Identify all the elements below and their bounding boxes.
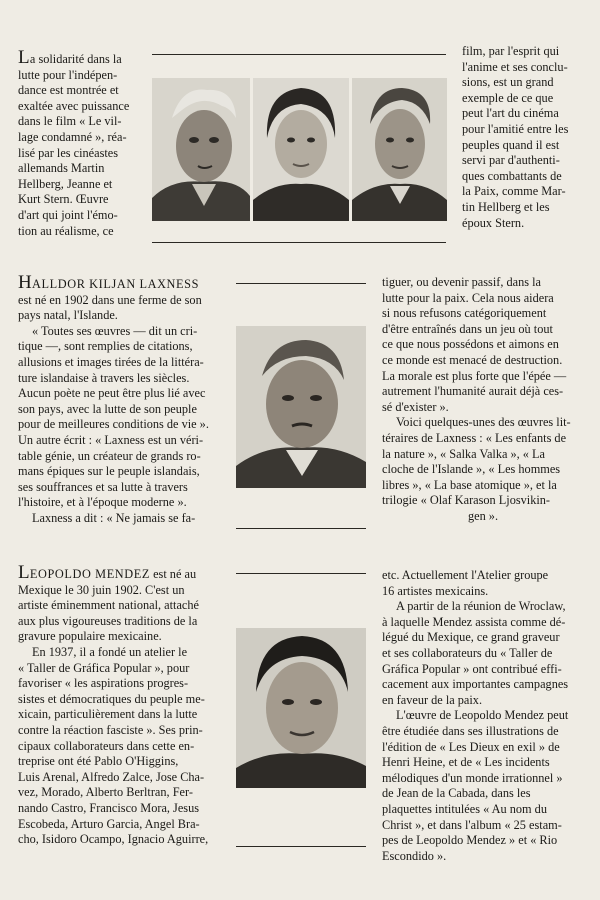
text-line: ce monde est menacé de destruction. (382, 352, 563, 367)
text-line: plaquettes intitulées « Au nom du (382, 801, 547, 816)
portrait-image (352, 78, 447, 221)
bottom-rule (152, 242, 446, 243)
bottom-rule (236, 846, 366, 847)
text-line: la nature », « Salka Valka », « La (382, 446, 545, 461)
text-line: table génie, un créateur de grands ro- (18, 448, 201, 463)
text-line: mélodiques d'un monde irrationnel » (382, 770, 563, 785)
section2-right-column (382, 275, 584, 525)
text-line: lage condamné », réa- (18, 129, 127, 144)
top-rule (152, 54, 446, 55)
text-line: et ses collaborateurs du « Taller de (382, 645, 553, 660)
text-line: l'anime et ses conclu- (462, 59, 568, 74)
text-line: si nous refusons catégoriquement (382, 306, 547, 321)
text-line: allemands Martin (18, 161, 105, 176)
section1-left-column (18, 47, 152, 239)
section-title (18, 272, 220, 293)
text-line: Aucun poète ne peut être plus lié avec (18, 386, 206, 401)
text-line: dance est montrée et (18, 83, 119, 98)
text-line: Laxness a dit : « Ne jamais se fa- (32, 510, 196, 525)
text-line: cacement aux importantes campagnes (382, 677, 569, 692)
text-line: a solidarité dans la (29, 52, 122, 66)
text-line: lutte pour l'indépen- (18, 67, 118, 82)
text-line: d'art qui joint l'émo- (18, 207, 118, 222)
dropcap: H (18, 272, 33, 293)
text-line: Luis Arenal, Alfredo Zalce, Jose Cha- (18, 769, 205, 784)
section2-left-column (18, 272, 220, 527)
dropcap: L (18, 47, 30, 68)
text-line: à laquelle Mendez assista comme dé- (382, 614, 566, 629)
text-line: la Paix, comme Mar- (462, 184, 566, 199)
text-line: contre la réaction fasciste ». Ses prin- (18, 722, 203, 737)
text-line: cho, Isidoro Ocampo, Ignacio Aguirre, (18, 832, 209, 847)
text-line: d'être entraînés dans un jeu où tout (382, 321, 553, 336)
text-line: Henri Heine, et de « Les incidents (382, 755, 550, 770)
text-line: exaltée avec puissance (18, 98, 130, 113)
top-rule (236, 573, 366, 574)
text-line: Escondido ». (382, 848, 447, 863)
text-line: l'histoire, et à l'époque moderne ». (18, 495, 187, 510)
text-line: etc. Actuellement l'Atelier groupe (382, 568, 549, 582)
text-line: pour de meilleures conditions de vie ». (18, 417, 209, 432)
text-line: gen ». (467, 508, 499, 523)
portrait-image (236, 628, 366, 788)
text-line: Kurt Stern. Œuvre (18, 192, 109, 207)
section1-left-text (18, 47, 152, 68)
text-line: lutte pour la paix. Cela nous aidera (382, 290, 554, 305)
text-line: cipaux collaborateurs dans cette en- (18, 738, 195, 753)
portrait-jeanne-stern (253, 78, 349, 221)
text-line: La morale est plus forte que l'épée — (382, 368, 567, 383)
text-line: Christ », et dans l'album « 25 estam- (382, 817, 562, 832)
text-line: pes de Leopoldo Mendez » et « Rio (382, 833, 558, 848)
text-line: artiste éminemment national, attaché (18, 598, 199, 613)
text-line: vez, Morado, Alberto Berltran, Fer- (18, 785, 193, 800)
bottom-rule (236, 528, 366, 529)
text-line: libres », « La base atomique », et la (382, 477, 557, 492)
text-line: Voici quelques-unes des œuvres lit- (396, 415, 571, 430)
portrait-image (236, 326, 366, 488)
top-rule (236, 283, 366, 284)
text-line: tin Hellberg et les (462, 199, 550, 214)
text-line: l'édition de « Les Dieux en exil » de (382, 739, 560, 754)
portrait-kurt-stern (352, 78, 447, 221)
text-line: exemple de ce que (462, 90, 554, 105)
text-line: Escobeda, Arturo Garcia, Angel Bra- (18, 816, 200, 831)
text-line: ture islandaise à travers les siècles. (18, 370, 190, 385)
text-line: mans épiques sur le peuple islandais, (18, 464, 200, 479)
text-line: ses souffrances et sa lutte à travers (18, 479, 188, 494)
section1-right-column (462, 44, 586, 231)
text-line: 16 artistes mexicains. (382, 583, 489, 598)
text-line: peuples quand il est (462, 137, 560, 152)
text-line: allusions et images tirées de la littéra- (18, 354, 204, 369)
title-name: EOPOLDO MENDEZ (29, 567, 150, 581)
text-line: ques combattants de (462, 168, 562, 183)
text-line: tion au réalisme, ce (18, 223, 114, 238)
text-line: autrement l'humanité aurait déjà ces- (382, 384, 564, 399)
portrait-halldor-laxness (236, 326, 366, 488)
text-line: favoriser « les aspirations progres- (18, 676, 189, 691)
text-line: tique —, sont remplies de citations, (18, 339, 193, 354)
text-line: Gráfica Popular » ont contribué effi- (382, 661, 562, 676)
text-line: dans le film « Le vil- (18, 114, 122, 129)
text-line: peut l'art du cinéma (462, 106, 559, 121)
text-line: « Taller de Gráfica Popular », pour (18, 660, 190, 675)
text-line: film, par l'esprit qui (462, 44, 560, 58)
text-line: époux Stern. (462, 215, 525, 230)
text-line: « Toutes ses œuvres — dit un cri- (32, 323, 198, 338)
text-line: lisé par les cinéastes (18, 145, 119, 160)
text-line: est né en 1902 dans une ferme de son (18, 292, 202, 307)
text-line: L'œuvre de Leopoldo Mendez peut (396, 708, 569, 723)
text-line: Un autre écrit : « Laxness est un véri- (18, 432, 204, 447)
text-line: sions, est un grand (462, 75, 554, 90)
text-line: sistes et démocratiques du peuple me- (18, 691, 205, 706)
text-line: Hellberg, Jeanne et (18, 176, 113, 191)
text-line: A partir de la réunion de Wroclaw, (396, 599, 566, 614)
title-name: ALLDOR KILJAN LAXNESS (32, 277, 200, 291)
text-line: En 1937, il a fondé un atelier le (32, 644, 188, 659)
text-line: xicain, particulièrement dans la lutte (18, 707, 198, 722)
portrait-image (152, 78, 250, 221)
text-line: légué du Mexique, ce grand graveur (382, 630, 560, 645)
dropcap: L (18, 562, 30, 583)
text-line: aux plus vigoureuses traditions de la (18, 613, 198, 628)
text-line: servi par d'authenti- (462, 153, 560, 168)
text-line: en faveur de la paix. (382, 692, 483, 707)
section3-left-column (18, 562, 220, 848)
text-line: pays natal, l'Islande. (18, 308, 118, 323)
text-line: Mexique le 30 juin 1902. C'est un (18, 582, 185, 597)
text-line: nando Castro, Francisco Mora, Jesus (18, 800, 200, 815)
text-line: pour l'amitié entre les (462, 121, 569, 136)
text-line: trilogie « Olaf Karason Ljosvikin- (382, 493, 551, 508)
portrait-martin-hellberg (152, 78, 250, 221)
text-line: gravure populaire mexicaine. (18, 629, 162, 644)
title-tail: est né au (153, 567, 197, 581)
text-line: treprise ont été Pablo O'Higgins, (18, 754, 179, 769)
text-line: tiguer, ou devenir passif, dans la (382, 275, 541, 289)
portrait-leopoldo-mendez (236, 628, 366, 788)
text-line: cloche de l'Islande », « Les hommes (382, 462, 561, 477)
text-line: téraires de Laxness : « Les enfants de (382, 430, 567, 445)
text-line: son pays, avec la lutte de son peuple (18, 401, 197, 416)
text-line: de Jean de la Cabada, dans les (382, 786, 531, 801)
section-title (18, 562, 220, 583)
portrait-image (253, 78, 349, 221)
section3-right-column (382, 568, 584, 864)
text-line: être étudiée dans ses illustrations de (382, 723, 559, 738)
text-line: ce que nous possédons et aimons en (382, 337, 559, 352)
text-line: sé d'exister ». (382, 399, 449, 414)
